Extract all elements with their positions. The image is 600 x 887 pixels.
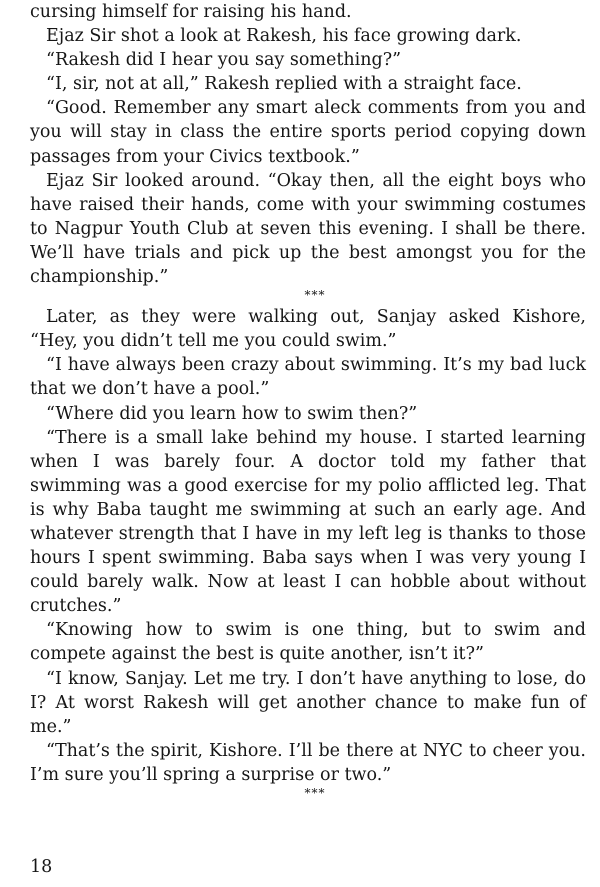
paragraph: Ejaz Sir looked around. “Okay then, all the eight boys who have raised their hands, come with your swimming costumes to Nagpur Youth Club at seven this evening. I shall be there. We’ll have trials and pick up the best amongst you for the championship.” — [30, 170, 586, 288]
paragraph: “I have always been crazy about swimming. It’s my bad luck that we don’t have a pool.” — [30, 355, 586, 400]
paragraph: Ejaz Sir shot a look at Rakesh, his face growing dark. — [46, 26, 522, 47]
paragraph: “I know, Sanjay. Let me try. I don’t have anything to lose, do I? At worst Rakesh will get another chance to make fun of me.” — [30, 668, 586, 737]
page-number: 18 — [30, 857, 53, 877]
paragraph: “There is a small lake behind my house. I started learning when I was barely four. A doctor told my father that swimming was a good exercise for my polio afflicted leg. That is why Baba taught me swimming at such an early age. And whatever strength that I have in my left leg is thanks to those hours I spent swimming. Baba says when I was very young I could barely walk. Now at least I can hobble about without crutches.” — [30, 427, 586, 617]
paragraph: “Knowing how to swim is one thing, but to swim and compete against the best is quite another, isn’t it?” — [30, 620, 586, 665]
paragraph-continued: cursing himself for raising his hand. — [30, 2, 352, 22]
section-separator: *** — [304, 288, 326, 303]
paragraph: “Good. Remember any smart aleck comments from you and you will stay in class the entire sports period copying down passages from your Civics textbook.” — [30, 98, 586, 167]
paragraph: “Where did you learn how to swim then?” — [46, 403, 418, 424]
paragraph: “Rakesh did I hear you say something?” — [46, 50, 402, 71]
paragraph: “That’s the spirit, Kishore. I’ll be there at NYC to cheer you. I’m sure you’ll spring a surprise or two.” — [30, 740, 586, 785]
section-separator: *** — [304, 786, 326, 800]
paragraph: “I, sir, not at all,” Rakesh replied with a straight face. — [46, 74, 522, 95]
paragraph: Later, as they were walking out, Sanjay asked Kishore, “Hey, you didn’t tell me you could swim.” — [30, 307, 586, 352]
